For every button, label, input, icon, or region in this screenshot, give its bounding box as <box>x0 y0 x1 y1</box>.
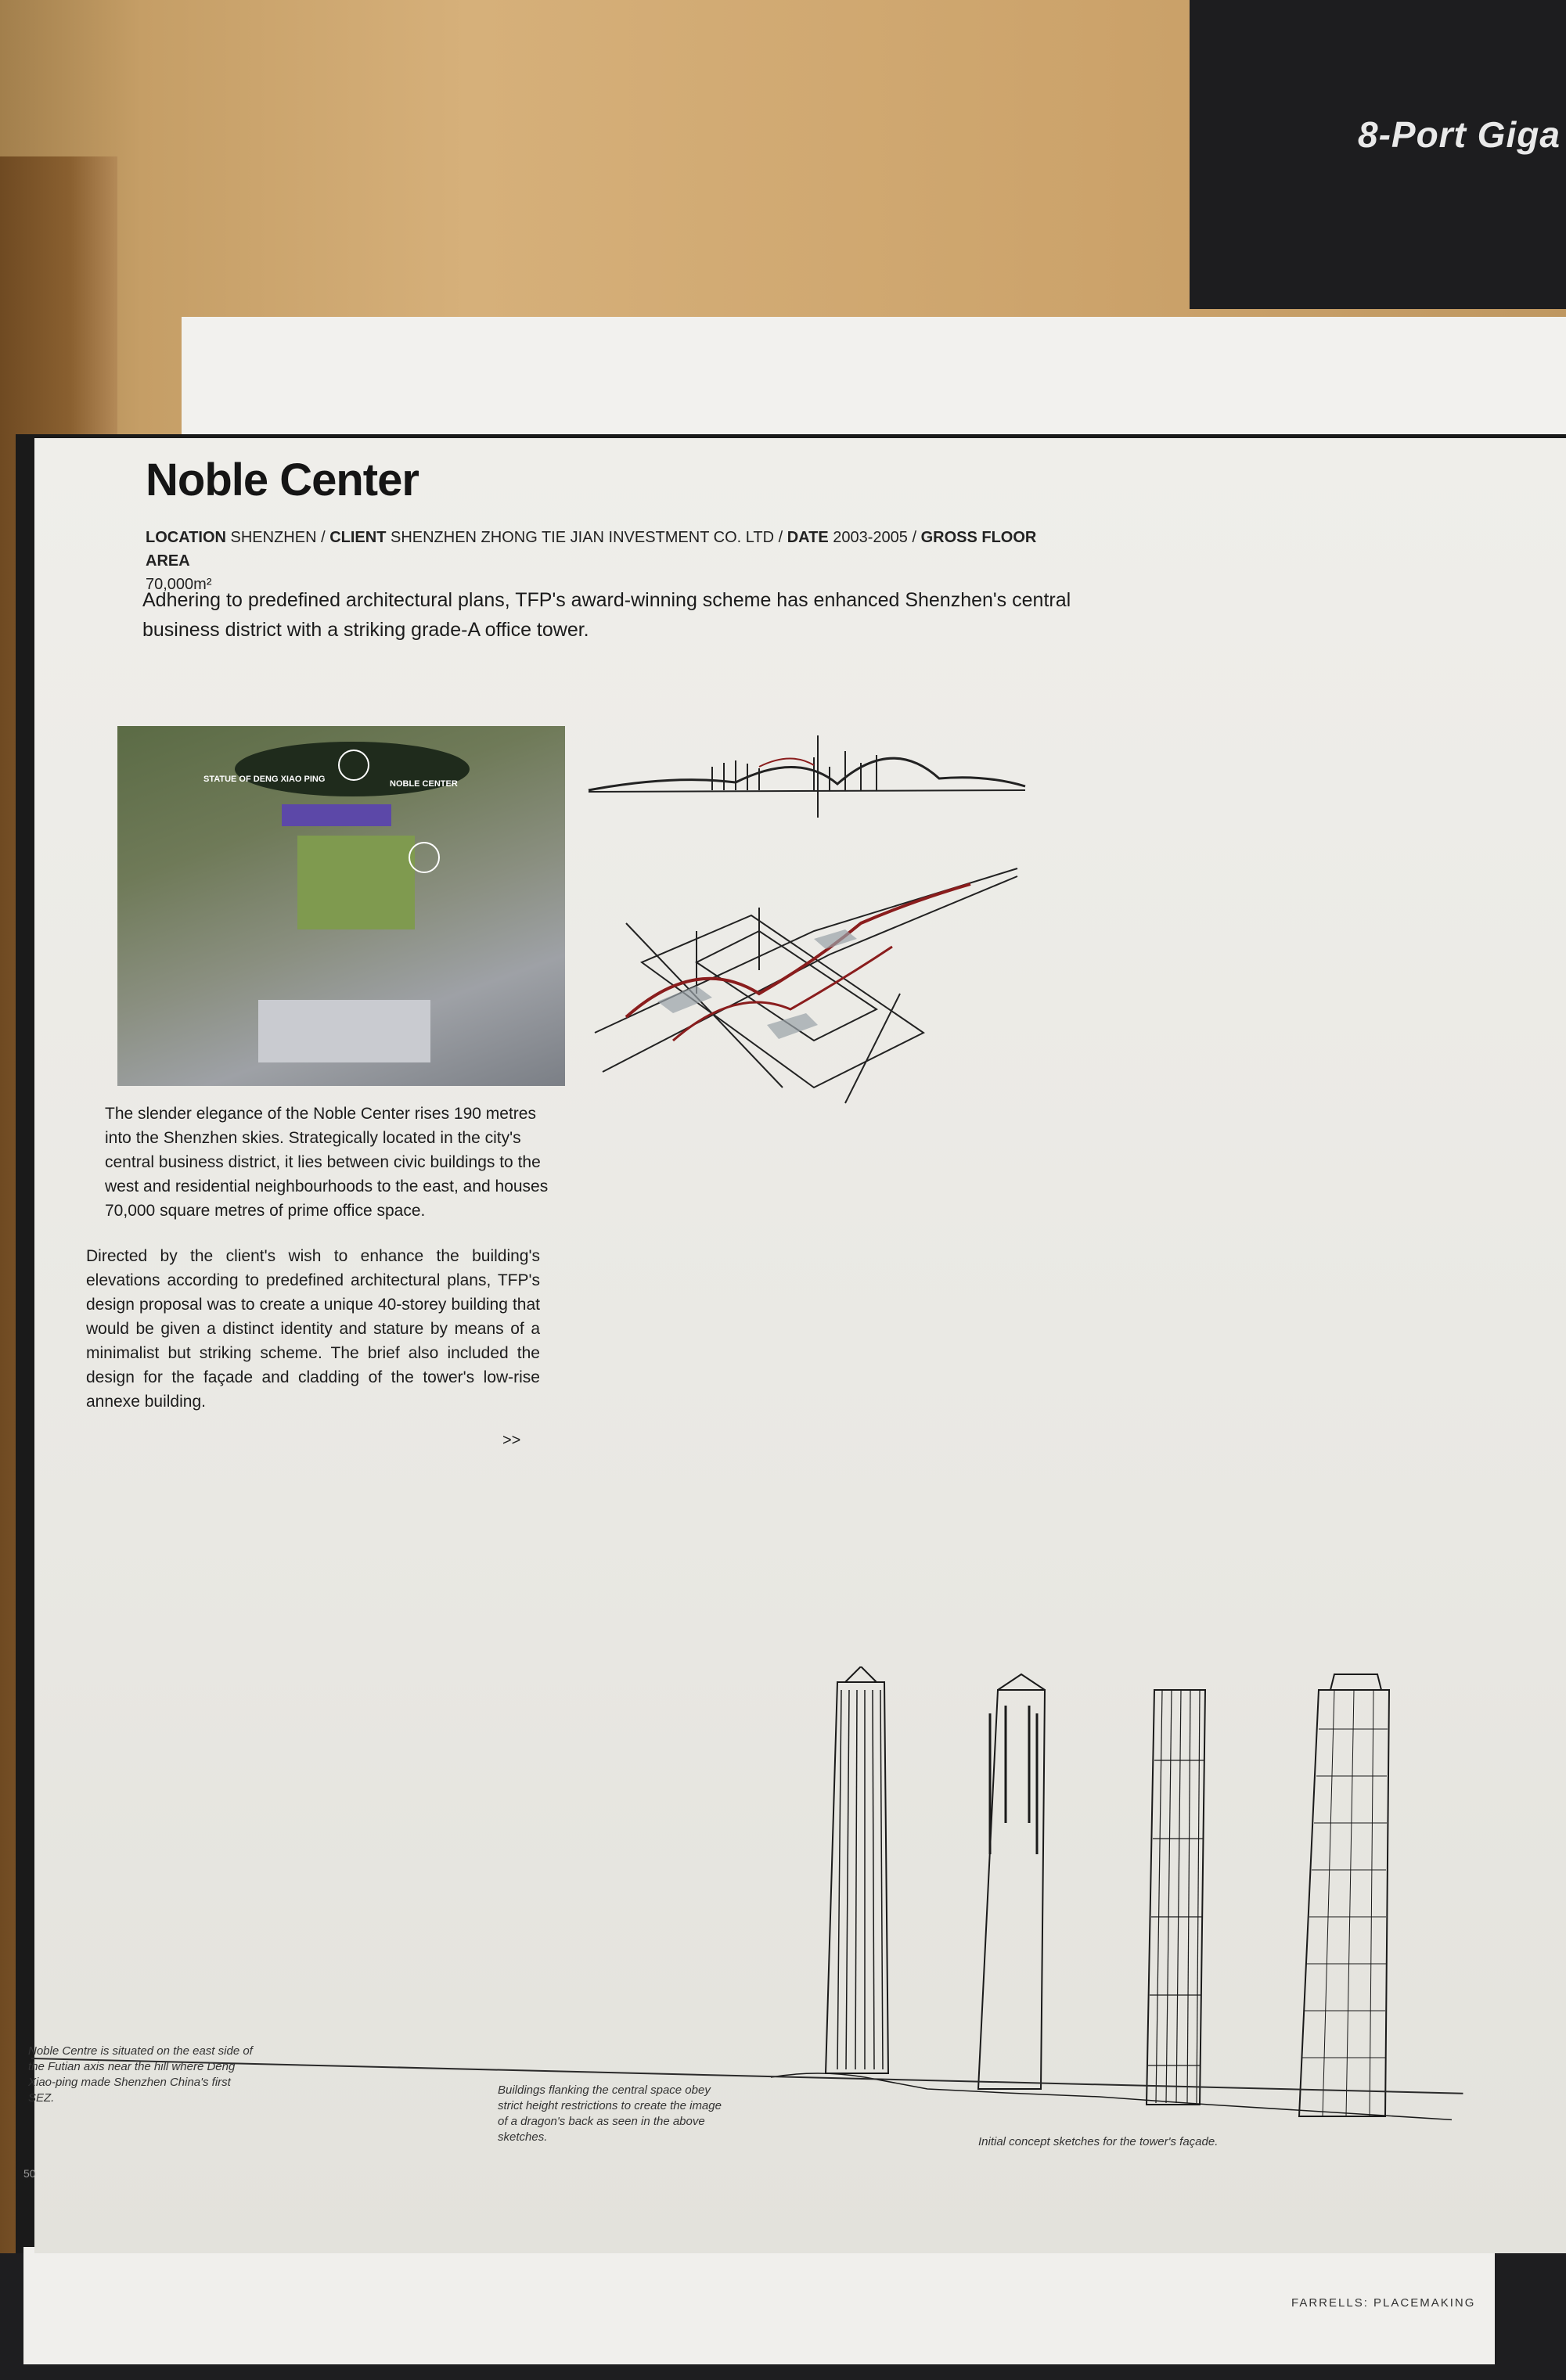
client-label: CLIENT <box>329 529 387 546</box>
skyline-sketch <box>579 720 1033 829</box>
tower-facade-sketches <box>771 1666 1452 2136</box>
box-label: 8-Port Giga <box>1358 114 1561 155</box>
meta-separator: / <box>316 529 330 546</box>
folio: FARRELLS: PLACEMAKING <box>1291 2296 1476 2310</box>
exhibition-hall <box>258 1000 430 1062</box>
date-value: 2003-2005 <box>833 529 908 546</box>
continue-marker: >> <box>502 1432 521 1449</box>
intro-paragraph: Adhering to predefined architectural plans, TFP's award-winning scheme has enhanced Shenzhen's central business district with a striking grade-A office tower. <box>142 589 1071 641</box>
photo-label-statue: STATUE OF DENG XIAO PING <box>203 775 326 784</box>
underlying-page <box>23 2247 1495 2364</box>
isometric-sketch <box>579 837 1033 1119</box>
gfa-value: 70,000m² <box>146 576 212 593</box>
meta-separator: / <box>774 529 787 546</box>
page-title: Noble Center <box>146 455 419 505</box>
location-label: LOCATION <box>146 529 226 546</box>
marker-ring <box>409 842 440 873</box>
caption-2: Buildings flanking the central space obey strict height restrictions to create the image of a dragon's back as seen in the above sketches. <box>498 2083 722 2144</box>
client-value: SHENZHEN ZHONG TIE JIAN INVESTMENT CO. LTD <box>390 529 775 546</box>
body-paragraph-2: Directed by the client's wish to enhance the building's elevations according to predefined architectural plans, TFP's design proposal was to create a unique 40-storey building that would be given a distinct identity and stature by means of a minimalist but striking scheme. The brief also included the design for the façade and cladding of the tower's low-rise annexe building. <box>86 1247 540 1411</box>
location-value: SHENZHEN <box>230 529 317 546</box>
gfa-label: GROSS FLOOR AREA <box>146 529 1037 570</box>
central-plaza <box>297 836 415 929</box>
aerial-photo <box>117 726 565 1086</box>
caption-3: Initial concept sketches for the tower's façade. <box>978 2135 1219 2148</box>
page-number: 50 <box>23 2167 36 2180</box>
caption-1: Noble Centre is situated on the east side of the Futian axis near the hill where Deng Xiao-ping made Shenzhen China's first SEZ. <box>28 2044 253 2105</box>
meta-separator: / <box>907 529 921 546</box>
civic-roof <box>282 804 391 826</box>
marker-ring <box>338 750 369 781</box>
date-label: DATE <box>787 529 829 546</box>
body-paragraph-1: The slender elegance of the Noble Center rises 190 metres into the Shenzhen skies. Strategically located in the city's central business district, it lies between civic buildings to the west and residential neighbourhoods to the east, and houses 70,000 square metres of prime office space. <box>105 1105 549 1220</box>
photo-label-noble: NOBLE CENTER <box>390 779 458 789</box>
